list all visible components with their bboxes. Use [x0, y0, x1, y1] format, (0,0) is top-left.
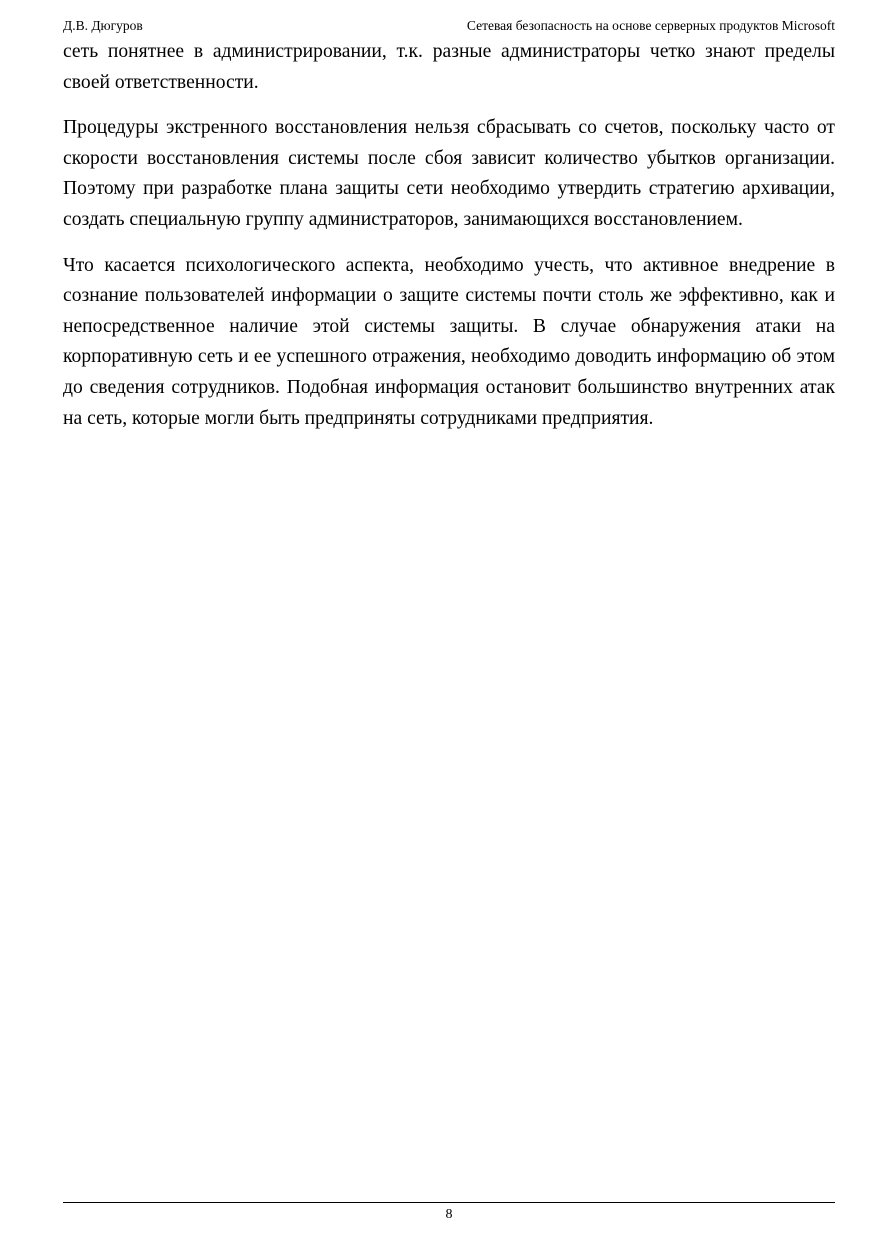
- page-header: [63, 16, 835, 36]
- page-number: 8: [445, 1207, 453, 1222]
- paragraph-emergency-recovery: Процедуры экстренного восстановления нельзя сбрасывать со счетов, поскольку часто от скорости восстановления системы после сбоя зависит количество убытков организации. Поэтому при разработке плана защиты сети необходимо утвердить стратегию архивации, создать специальную группу администраторов, занимающихся восстановлением.: [63, 117, 835, 230]
- paragraph-psychological-aspect: Что касается психологического аспекта, необходимо учесть, что активное внедрение в сознание пользователей информации о защите системы почти столь же эффективно, как и непосредственное наличие этой системы защиты. В случае обнаружения атаки на корпоративную сеть и ее успешного отражения, необходимо доводить информацию об этом до сведения сотрудников. Подобная информация остановит большинство внутренних атак на сеть, которые могли быть предприняты сотрудниками предприятия.: [63, 254, 835, 429]
- header-book-title: Сетевая безопасность на основе серверных продуктов Microsoft: [466, 18, 835, 33]
- header-author: Д.В. Дюгуров: [63, 18, 143, 33]
- page-body: [63, 37, 835, 434]
- paragraph-continuation: сеть понятнее в администрировании, т.к. разные администраторы четко знают пределы своей ответственности.: [63, 41, 835, 93]
- footer-divider: [63, 1202, 835, 1203]
